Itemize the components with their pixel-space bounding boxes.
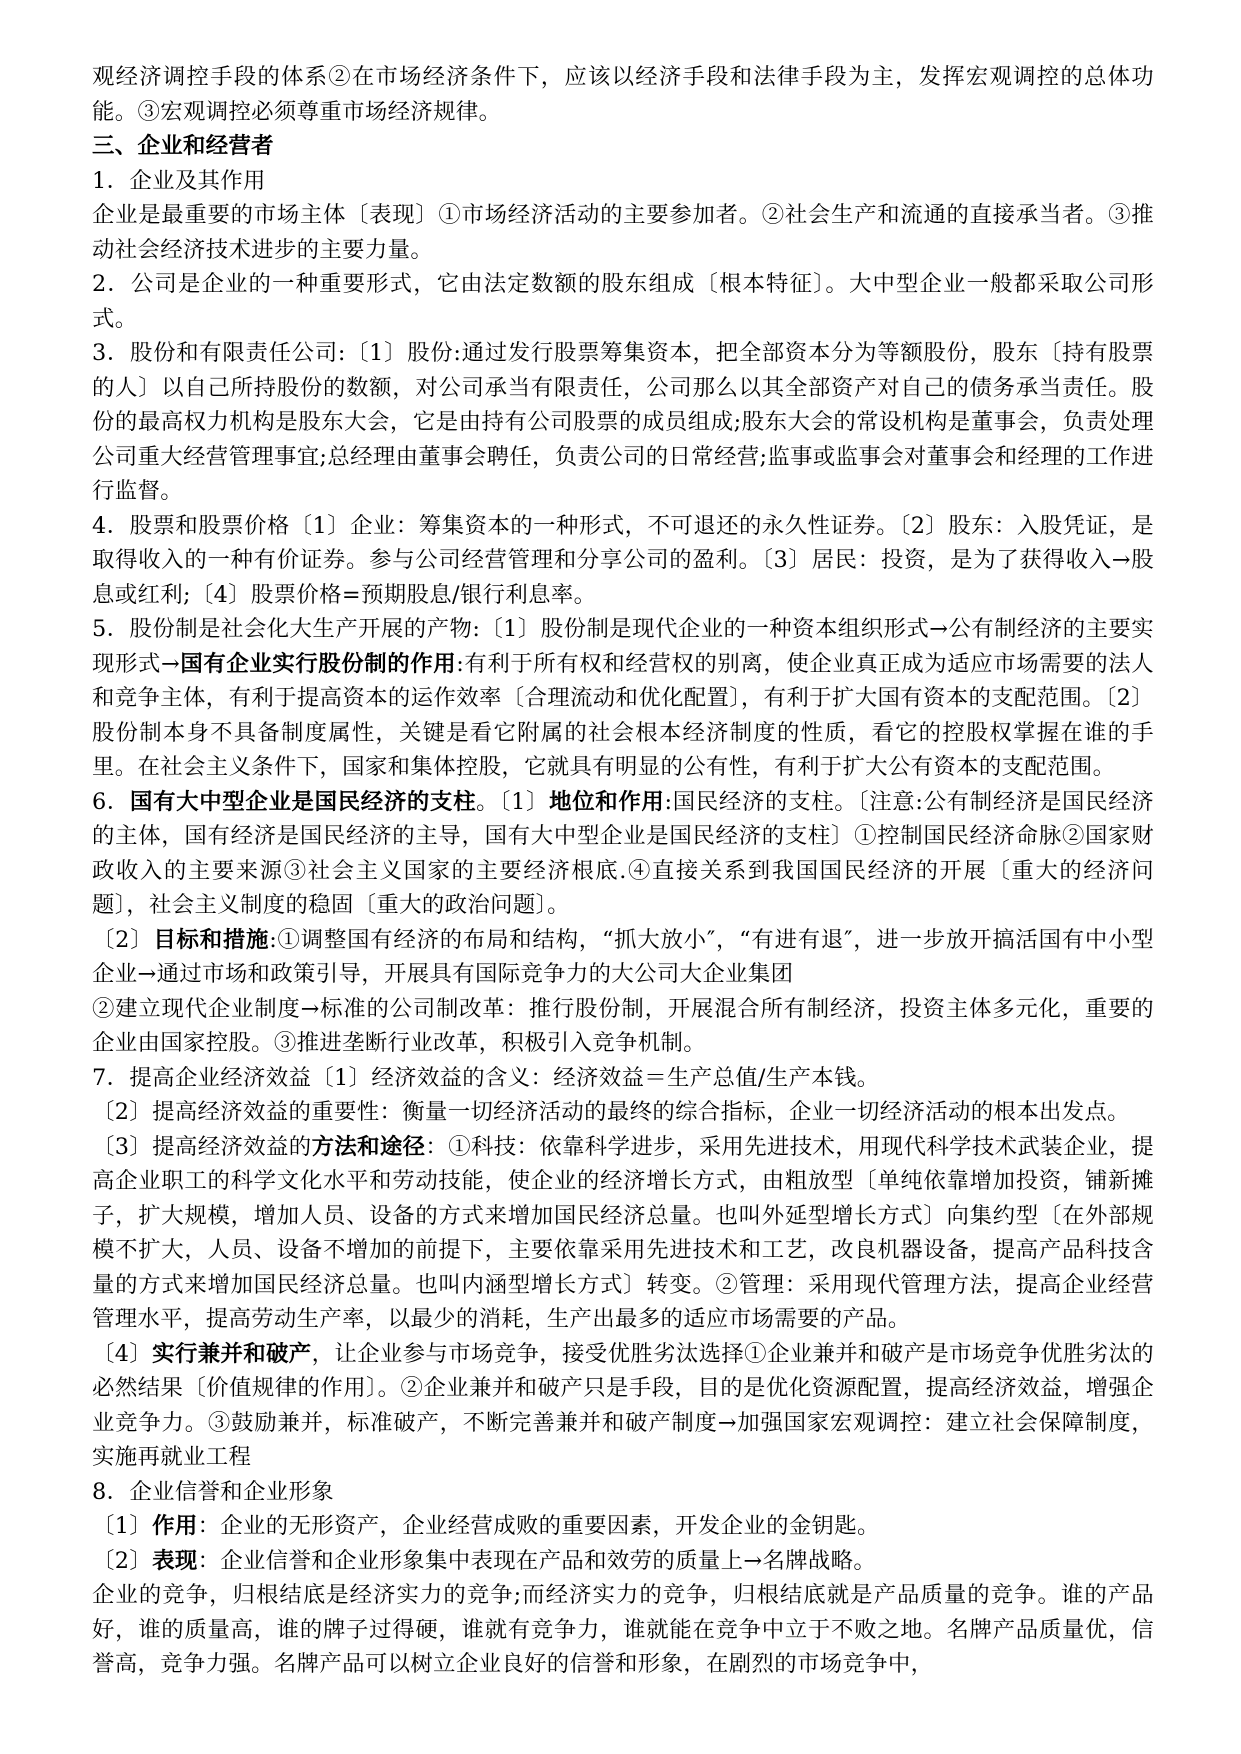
paragraph-enterprise-role (92, 198, 1154, 267)
text: 〔2〕提高经济效益的重要性：衡量一切经济活动的最终的综合指标，企业一切经济活动的根本出发点。 (92, 1099, 1130, 1125)
paragraph-joint-stock (92, 336, 1154, 509)
text: :有利于所有权和经营权的别离，使企业真正成为适应市场需要的法人和竞争主体，有利于提高资本的运作效率〔合理流动和优化配置〕，有利于扩大国有资本的支配范围。〔2〕股份制本身不具备制度属性，关键是看它附属的社会根本经济制度的性质，看它的控股权掌握在谁的手里。在社会主义条件下，国家和集体控股，它就具有明显的公有性，有利于扩大公有资本的支配范围。 (92, 650, 1154, 780)
paragraph-company-form (92, 267, 1154, 336)
paragraph-macro-control-end (92, 60, 1154, 129)
text: 〔3〕提高经济效益的 (92, 1133, 312, 1160)
text: 5．股份制是社会化大生产开展的产物:〔1〕股份制是现代企业的一种资本组织形式→公有制经济的主要实现形式→ (92, 616, 1154, 677)
text: ②建立现代企业制度→标准的公司制改革：推行股份制，开展混合所有制经济，投资主体多元化，重要的企业由国家控股。③推进垄断行业改革，积极引入竞争机制。 (92, 995, 1154, 1056)
bold-term: 地位和作用 (549, 788, 665, 815)
text: 8．企业信誉和企业形象 (92, 1478, 335, 1505)
text: 7．提高企业经济效益〔1〕经济效益的含义：经济效益＝生产总值/生产本钱。 (92, 1064, 880, 1091)
paragraph-shareholding-system (92, 612, 1154, 785)
paragraph-economic-benefit (92, 1061, 1154, 1096)
bold-term: 作用 (152, 1513, 198, 1539)
text: 三、企业和经营者 (92, 133, 274, 159)
paragraph-reputation-role (92, 1509, 1154, 1544)
paragraph-modern-enterprise (92, 992, 1154, 1061)
text: ：企业信誉和企业形象集中表现在产品和效劳的质量上→名牌战略。 (197, 1547, 877, 1574)
text: ，让企业参与市场竞争，接受优胜劣汰选择①企业兼并和破产是市场竞争优胜劣汰的必然结果〔价值规律的作用〕。②企业兼并和破产只是手段，目的是优化资源配置，提高经济效益，增强企业竞争力。③鼓励兼并，标准破产，不断完善兼并和破产制度→加强国家宏观调控：建立社会保障制度，实施再就业工程 (92, 1340, 1155, 1470)
text: 企业是最重要的市场主体〔表现〕①市场经济活动的主要参加者。②社会生产和流通的直接承当者。③推动社会经济技术进步的主要力量。 (92, 202, 1154, 263)
paragraph-benefit-methods (92, 1130, 1154, 1337)
paragraph-benefit-importance (92, 1095, 1154, 1130)
bold-term: 表现 (152, 1547, 198, 1574)
paragraph-reputation-manifestation (92, 1544, 1154, 1579)
paragraph-competition (92, 1578, 1154, 1682)
document-page (92, 60, 1154, 1682)
paragraph-merger-bankruptcy (92, 1337, 1154, 1475)
text: 观经济调控手段的体系②在市场经济条件下，应该以经济手段和法律手段为主，发挥宏观调控的总体功能。③宏观调控必须尊重市场经济规律。 (92, 64, 1154, 125)
text: ：①科技：依靠科学进步，采用先进技术，用现代科学技术武装企业，提高企业职工的科学文化水平和劳动技能，使企业的经济增长方式，由粗放型〔单纯依靠增加投资，铺新摊子，扩大规模，增加人员、设备的方式来增加国民经济总量。也叫外延型增长方式〕向集约型〔在外部规模不扩大，人员、设备不增加的前提下，主要依靠采用先进技术和工艺，改良机器设备，提高产品科技含量的方式来增加国民经济总量。也叫内涵型增长方式〕转变。②管理：采用现代管理方法，提高企业经营管理水平，提高劳动生产率，以最少的消耗，生产出最多的适应市场需要的产品。 (92, 1133, 1155, 1332)
text: 企业的竞争，归根结底是经济实力的竞争;而经济实力的竞争，归根结底就是产品质量的竞争。谁的产品好，谁的质量高，谁的牌子过得硬，谁就有竞争力，谁就能在竞争中立于不败之地。名牌产品质量优，信誉高，竞争力强。名牌产品可以树立企业良好的信誉和形象，在剧烈的市场竞争中， (92, 1582, 1154, 1677)
text: :国民经济的支柱。〔注意:公有制经济是国民经济的主体，国有经济是国民经济的主导，国有大中型企业是国民经济的支柱〕①控制国民经济命脉②国家财政收入的主要来源③社会主义国家的主要经济根底.④直接关系到我国国民经济的开展〔重大的经济问题〕，社会主义制度的稳固〔重大的政治问题〕。 (92, 788, 1155, 918)
text: 3．股份和有限责任公司:〔1〕股份:通过发行股票筹集资本，把全部资本分为等额股份，股东〔持有股票的人〕以自己所持股份的数额，对公司承当有限责任，公司那么以其全部资产对自己的债务承当责任。股份的最高权力机构是股东大会，它是由持有公司股票的成员组成;股东大会的常设机构是董事会，负责处理公司重大经营管理事宜;总经理由董事会聘任，负责公司的日常经营;监事或监事会对董事会和经理的工作进行监督。 (92, 340, 1154, 504)
text: 。〔1〕 (476, 788, 550, 815)
text: 〔2〕 (92, 1547, 153, 1574)
paragraph-stock-price (92, 509, 1154, 613)
subheading-enterprise-role (92, 164, 1154, 199)
bold-term: 国有大中型企业是国民经济的支柱 (130, 788, 477, 815)
bold-term: 实行兼并和破产 (152, 1340, 312, 1367)
bold-term: 目标和措施 (153, 926, 270, 953)
text: 〔2〕 (92, 926, 154, 953)
bold-term: 方法和途径 (311, 1133, 426, 1160)
text: 1．企业及其作用 (92, 167, 266, 194)
bold-term: 国有企业实行股份制的作用 (180, 650, 457, 677)
subheading-reputation (92, 1475, 1154, 1510)
text: 〔4〕 (92, 1340, 153, 1367)
text: 〔1〕 (92, 1513, 153, 1539)
text: 4．股票和股票价格〔1〕企业：筹集资本的一种形式，不可退还的永久性证券。〔2〕股东：入股凭证，是取得收入的一种有价证券。参与公司经营管理和分享公司的盈利。〔3〕居民：投资，是为了获得收入→股息或红利;〔4〕股票价格=预期股息/银行利息率。 (92, 512, 1154, 608)
text: ：企业的无形资产，企业经营成败的重要因素，开发企业的金钥匙。 (197, 1513, 880, 1539)
paragraph-goals-measures (92, 923, 1154, 992)
text: 2．公司是企业的一种重要形式，它由法定数额的股东组成〔根本特征〕。大中型企业一般都采取公司形式。 (92, 271, 1154, 332)
text: 6． (92, 788, 131, 815)
section-heading (92, 129, 1154, 164)
paragraph-state-enterprises (92, 785, 1154, 923)
text: :①调整国有经济的布局和结构，“抓大放小″，“有进有退″，进一步放开搞活国有中小型企业→通过市场和政策引导，开展具有国际竞争力的大公司大企业集团 (92, 926, 1155, 987)
